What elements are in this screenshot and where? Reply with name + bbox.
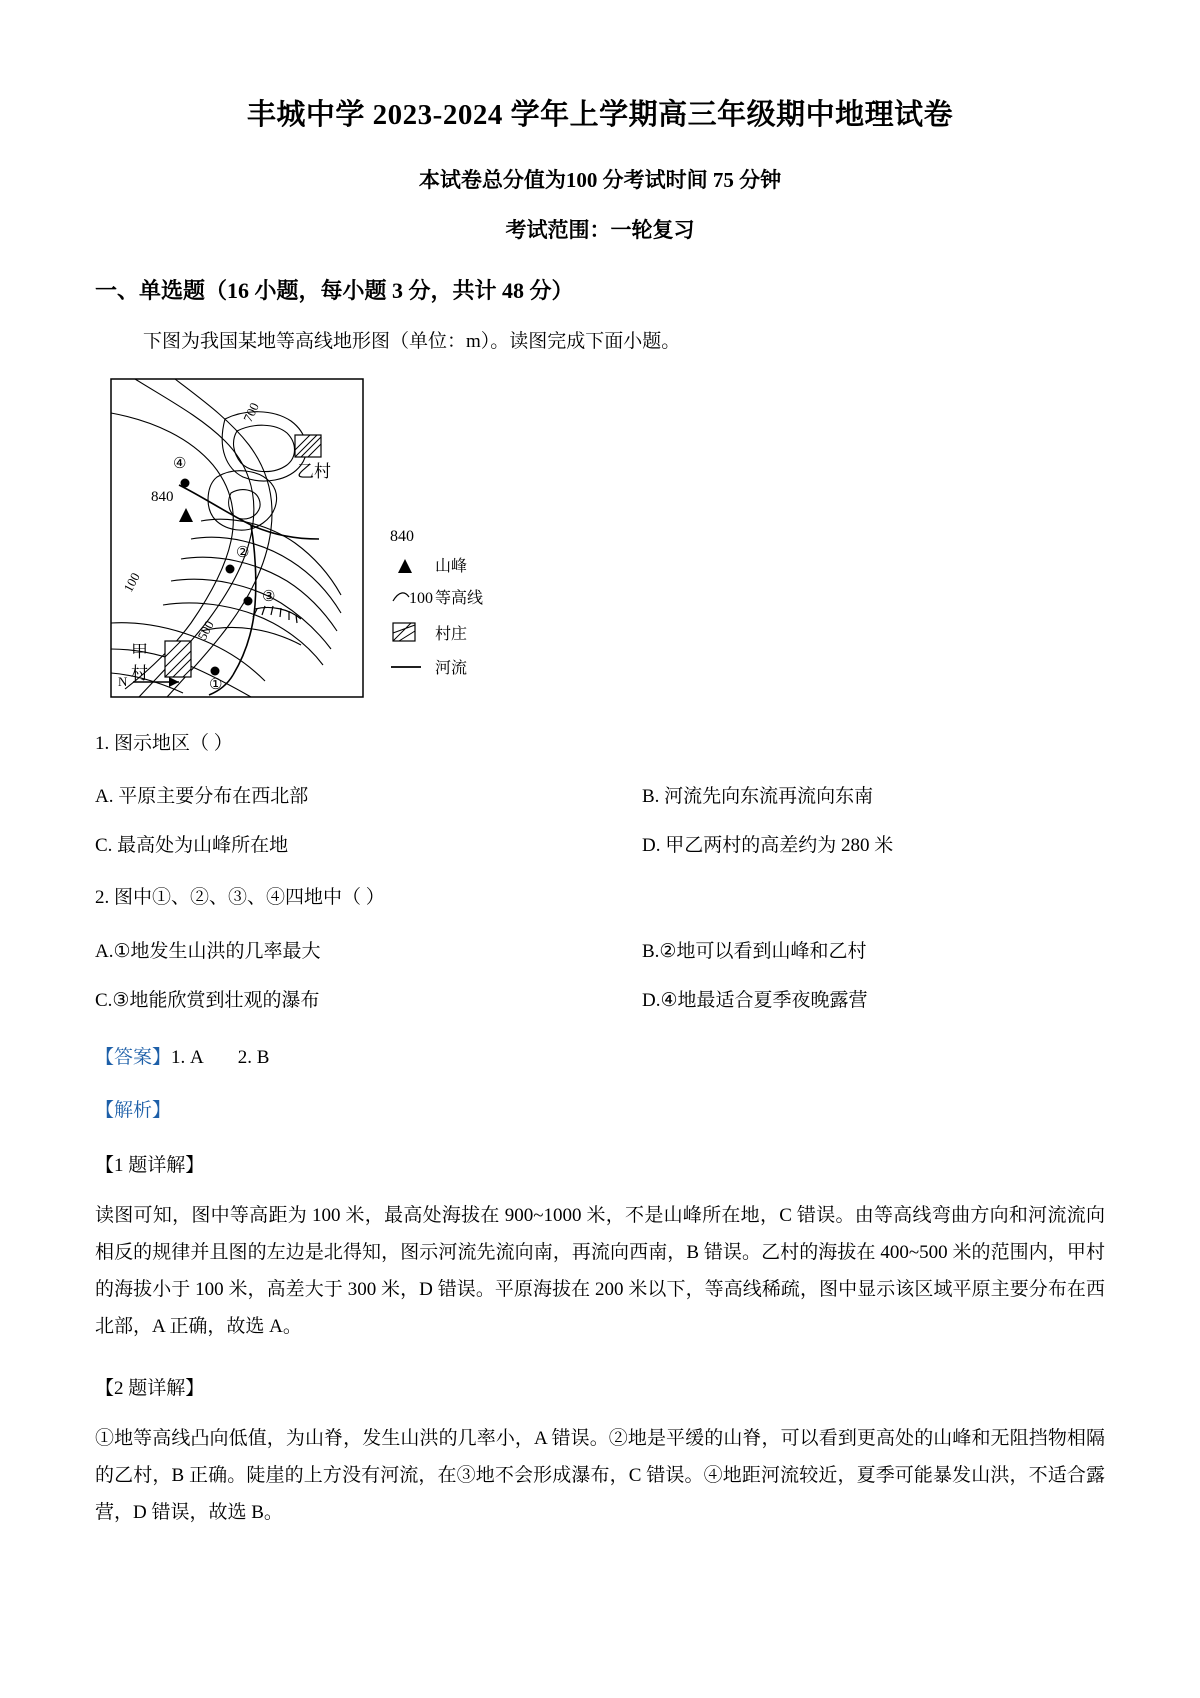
svg-text:村庄: 村庄 [435, 625, 468, 643]
detail-1-body: 读图可知，图中等高距为 100 米，最高处海拔在 900~1000 米，不是山峰所在地，C 错误。由等高线弯曲方向和河流流向相反的规律并且图的左边是北得知，图示河流先流向南，再流向西南，B 错误。乙村的海拔在 400~500 米的范围内，甲村的海拔小于 100 米，高差大于 300 米，D 错误。平原海拔在 200 米以下，等高线稀疏，图中显示该区域平原主要分布在西北部，A 正确，故选 A。 [95, 1204, 1105, 1337]
option-b: B. 河流先向东流再流向东南 [642, 786, 874, 808]
option-d: D. 甲乙两村的高差约为 280 米 [642, 835, 894, 857]
svg-text:500: 500 [194, 618, 217, 643]
question-1-text [95, 729, 1105, 759]
svg-text:②: ② [236, 544, 250, 561]
option-b: B.②地可以看到山峰和乙村 [642, 940, 867, 962]
svg-text:100: 100 [409, 589, 433, 607]
detail-2-heading: 【2 题详解】 [95, 1377, 205, 1399]
svg-text:乙村: 乙村 [297, 461, 331, 481]
svg-text:河流: 河流 [435, 659, 468, 677]
exam-info: 本试卷总分值为100 分考试时间 75 分钟 [418, 167, 782, 192]
question-1-options [95, 781, 1105, 808]
answer-item-1: 1. A [171, 1046, 204, 1068]
section-heading: 一、单选题（16 小题，每小题 3 分，共计 48 分） [95, 277, 574, 303]
option-a: A.①地发生山洪的几率最大 [95, 940, 321, 962]
svg-text:村: 村 [131, 663, 148, 683]
answer-label: 【答案】 [95, 1046, 172, 1068]
svg-text:③: ③ [262, 588, 276, 605]
question-stem: 下图为我国某地等高线地形图（单位：m）。读图完成下面小题。 [143, 330, 681, 352]
figure-container [105, 373, 1105, 703]
exam-scope: 考试范围：一轮复习 [505, 217, 695, 242]
question-1-options-2 [95, 830, 1105, 857]
svg-text:等高线: 等高线 [435, 589, 484, 607]
svg-text:④: ④ [173, 455, 187, 472]
answer-block [95, 1042, 1105, 1069]
analysis-label: 【解析】 [95, 1099, 172, 1121]
svg-text:①: ① [209, 676, 223, 693]
question-2-number: 2. [95, 887, 110, 909]
question-1-body: 图示地区（ ） [114, 732, 233, 754]
svg-text:840: 840 [390, 527, 414, 545]
svg-text:甲: 甲 [131, 641, 148, 661]
question-1-number: 1. [95, 732, 110, 754]
option-d: D.④地最适合夏季夜晚露营 [642, 989, 868, 1011]
svg-text:N: N [118, 673, 128, 689]
answer-item-2: 2. B [237, 1046, 270, 1068]
svg-text:山峰: 山峰 [435, 557, 468, 575]
option-c: C.③地能欣赏到壮观的瀑布 [95, 989, 320, 1011]
question-2-options [95, 936, 1105, 963]
option-c: C. 最高处为山峰所在地 [95, 835, 289, 857]
detail-1-heading: 【1 题详解】 [95, 1154, 205, 1176]
option-a: A. 平原主要分布在西北部 [95, 786, 309, 808]
question-2-options-2 [95, 985, 1105, 1012]
detail-2-body: ①地等高线凸向低值，为山脊，发生山洪的几率小，A 错误。②地是平缓的山脊，可以看到更高处的山峰和无阻挡物相隔的乙村，B 正确。陡崖的上方没有河流，在③地不会形成瀑布，C 错误。④地距河流较近，夏季可能暴发山洪，不适合露营，D 错误，故选 B。 [95, 1427, 1105, 1524]
svg-text:700: 700 [240, 400, 262, 425]
svg-text:840: 840 [151, 488, 174, 505]
svg-text:100: 100 [120, 570, 143, 595]
page-title: 丰城中学 2023-2024 学年上学期高三年级期中地理试卷 [246, 99, 954, 131]
question-2-text [95, 883, 1105, 913]
question-2-body: 图中①、②、③、④四地中（ ） [114, 887, 385, 909]
contour-map [105, 373, 525, 703]
